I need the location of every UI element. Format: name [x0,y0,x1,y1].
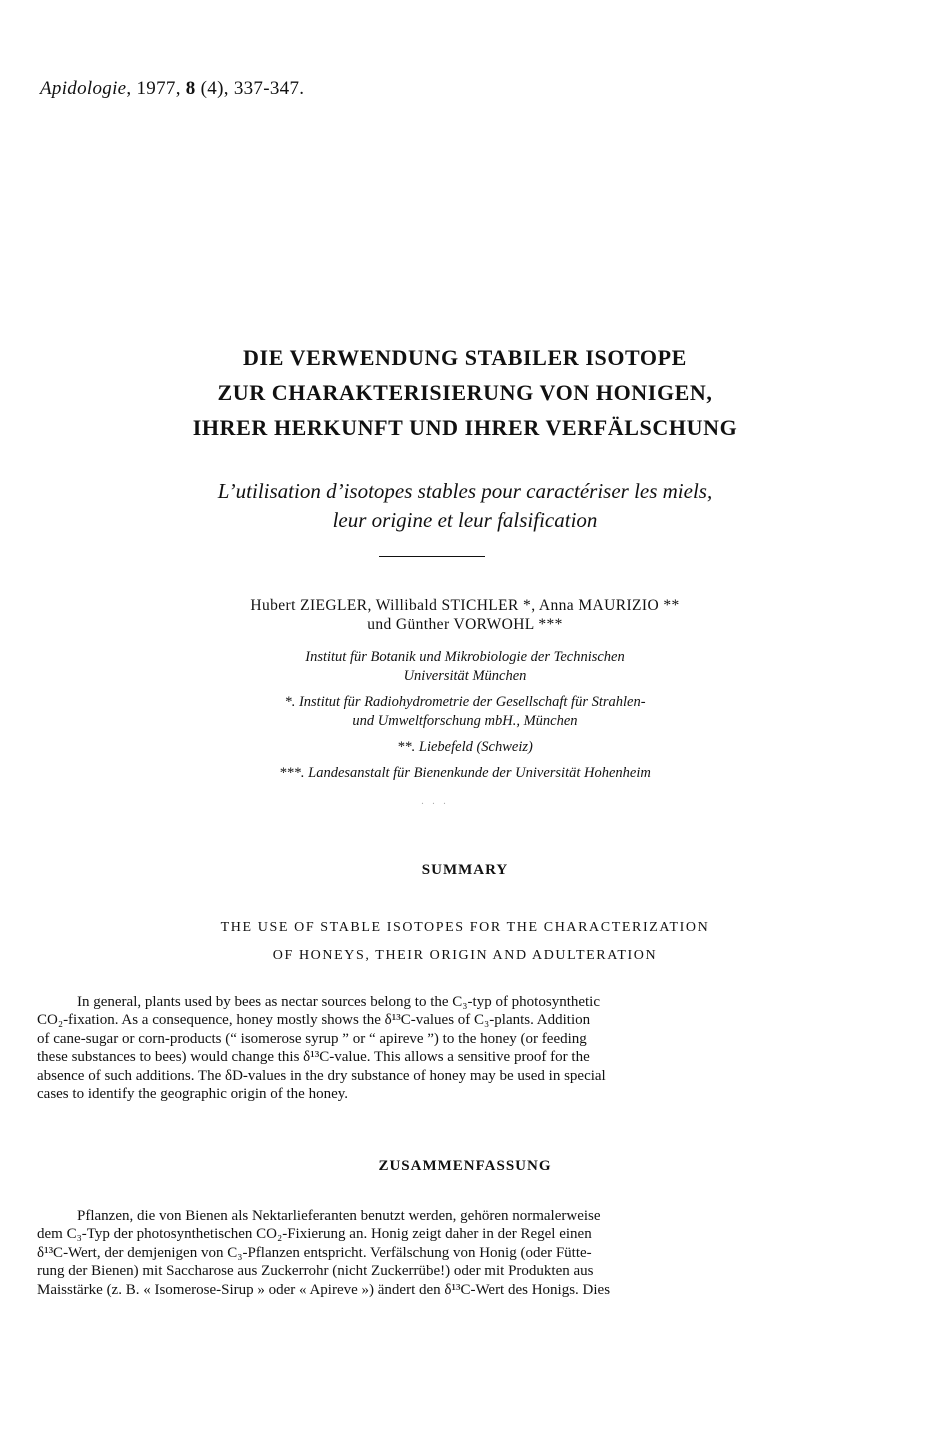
affiliation-line: ***. Landesanstalt für Bienenkunde der Universität Hohenheim [279,765,651,781]
affiliation-line: und Umweltforschung mbH., München [352,713,578,729]
author-list [60,596,870,634]
affiliation [60,738,870,757]
author-line: Hubert ZIEGLER, Willibald STICHLER *, Anna MAURIZIO ** [250,597,680,614]
title-divider [379,556,485,557]
affiliation-line: Institut für Botanik und Mikrobiologie der Technischen [305,649,625,665]
zusammenfassung-line: Maisstärke (z. B. « Isomerose-Sirup » oder « Apireve ») ändert den δ¹³C-Wert des Honigs. Dies [37,1281,611,1298]
citation-year: , 1977, [126,78,186,99]
subtitle-line: leur origine et leur falsification [332,508,598,532]
title-line: IHRER HERKUNFT UND IHRER VERFÄLSCHUNG [192,415,738,440]
affiliation-line: *. Institut für Radiohydrometrie der Gesellschaft für Strahlen- [284,694,646,710]
english-title [60,914,870,970]
paper-title [60,340,870,445]
journal-citation [40,78,304,100]
journal-name: Apidologie [40,78,127,99]
zusammenfassung-line: rung der Bienen) mit Saccharose aus Zuckerrohr (nicht Zuckerrübe!) oder mit Produkten aus [37,1263,594,1280]
title-line: ZUR CHARAKTERISIERUNG VON HONIGEN, [217,380,713,405]
citation-pages: (4), 337-347. [195,78,305,99]
citation-volume: 8 [185,78,196,99]
summary-line: of cane-sugar or corn-products (“ isomerose syrup ” or “ apireve ”) to the honey (or feeding [37,1030,587,1047]
author-line: und Günther VORWOHL *** [367,616,563,633]
separator-dots: . . . [421,796,449,807]
zusammenfassung-heading: ZUSAMMENFASSUNG [378,1158,552,1174]
title-line: DIE VERWENDUNG STABILER ISOTOPE [243,345,687,370]
affiliation [60,693,870,731]
affiliation-list [60,648,870,790]
subtitle-line: L’utilisation d’isotopes stables pour caractériser les miels, [217,479,713,503]
summary-line: these substances to bees) would change this δ¹³C-value. This allows a sensitive proof for the [37,1049,590,1066]
zusammenfassung-line: δ¹³C-Wert, der demjenigen von C₃-Pflanzen entspricht. Verfälschung von Honig (oder Fütte- [37,1244,592,1261]
zusammenfassung-line: dem C₃-Typ der photosynthetischen CO₂-Fixierung an. Honig zeigt daher in der Regel einen [37,1226,592,1243]
affiliation-line: **. Liebefeld (Schweiz) [397,739,533,755]
english-title-line: OF HONEYS, THEIR ORIGIN AND ADULTERATION [272,948,658,963]
zusammenfassung-paragraph [37,1207,823,1299]
affiliation [60,764,870,783]
summary-paragraph [37,993,823,1103]
english-title-line: THE USE OF STABLE ISOTOPES FOR THE CHARACTERIZATION [220,920,710,935]
summary-line: In general, plants used by bees as nectar sources belong to the C₃-typ of photosynthetic [77,994,601,1010]
zusammenfassung-line: Pflanzen, die von Bienen als Nektarlieferanten benutzt werden, gehören normalerweise [77,1208,601,1224]
french-subtitle [60,477,870,535]
summary-line: absence of such additions. The δD-values in the dry substance of honey may be used in special [37,1067,606,1084]
affiliation-line: Universität München [403,668,527,684]
summary-line: CO₂-fixation. As a consequence, honey mostly shows the δ¹³C-values of C₃-plants. Addition [37,1012,591,1029]
affiliation [60,648,870,686]
summary-heading: SUMMARY [421,862,509,878]
summary-line: cases to identify the geographic origin of the honey. [37,1086,349,1103]
